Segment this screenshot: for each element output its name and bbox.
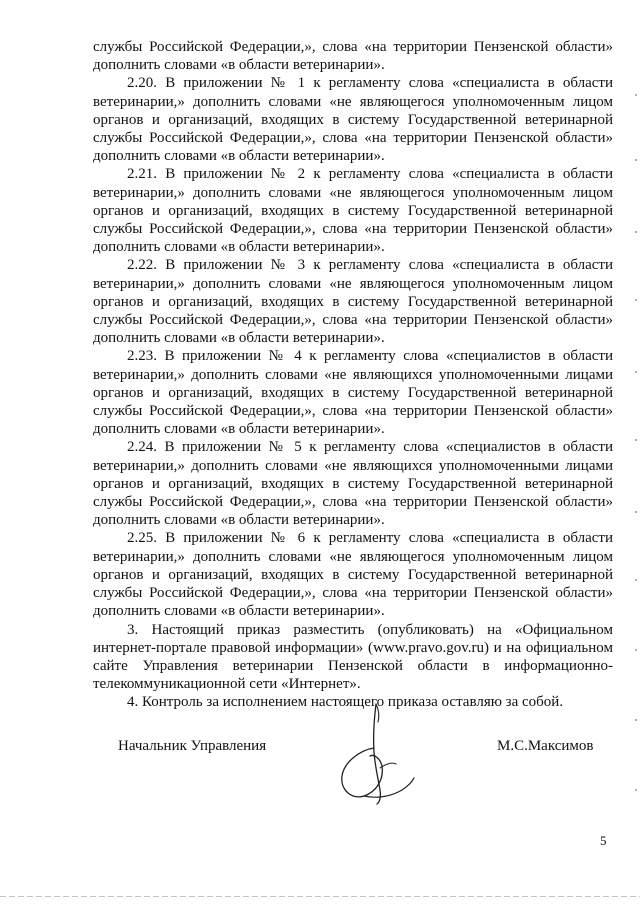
page-number: 5 xyxy=(600,833,607,848)
paragraph-item-2-22: 2.22. В приложении № 3 к регламенту слова «специалиста в области ветеринарии,» дополнить словами «не являющегося уполномоченным лицом органов и организаций, входящих в систему Государственной ветеринарной службы Российской Федерации,», слова «на территории Пензенской области» дополнить словами «в области ветеринарии». xyxy=(93,257,613,347)
document-body xyxy=(93,38,613,712)
paragraph-item-2-25: 2.25. В приложении № 6 к регламенту слова «специалиста в области ветеринарии,» дополнить словами «не являющегося уполномоченным лицом органов и организаций, входящих в систему Государственной ветеринарной службы Российской Федерации,», слова «на территории Пензенской области» дополнить словами «в области ветеринарии». xyxy=(93,530,613,620)
paragraph-item-4: 4. Контроль за исполнением настоящего приказа оставляю за собой. xyxy=(127,694,564,711)
handwritten-signature-icon xyxy=(330,700,420,810)
paragraph-item-3: 3. Настоящий приказ разместить (опубликовать) на «Официальном интернет-портале правовой информации» (www.pravo.gov.ru) и на официальном сайте Управления ветеринарии Пензенской области в информационно-телекоммуникационной сети «Интернет». xyxy=(93,621,613,693)
paragraph-continuation: службы Российской Федерации,», слова «на территории Пензенской области» дополнить словами «в области ветеринарии». xyxy=(93,39,613,74)
signer-position: Начальник Управления xyxy=(118,738,267,754)
margin-dots-decoration xyxy=(632,0,640,905)
bottom-edge-line xyxy=(0,896,640,897)
paragraph-item-2-23: 2.23. В приложении № 4 к регламенту слова «специалистов в области ветеринарии,» дополнить словами «не являющихся уполномоченными лицами органов и организаций, входящих в систему Государственной ветеринарной службы Российской Федерации,», слова «на территории Пензенской области» дополнить словами «в области ветеринарии». xyxy=(93,348,613,438)
paragraph-item-2-21: 2.21. В приложении № 2 к регламенту слова «специалиста в области ветеринарии,» дополнить словами «не являющегося уполномоченным лицом органов и организаций, входящих в систему Государственной ветеринарной службы Российской Федерации,», слова «на территории Пензенской области» дополнить словами «в области ветеринарии». xyxy=(93,166,613,256)
paragraph-item-2-24: 2.24. В приложении № 5 к регламенту слова «специалистов в области ветеринарии,» дополнить словами «не являющихся уполномоченными лицами органов и организаций, входящих в систему Государственной ветеринарной службы Российской Федерации,», слова «на территории Пензенской области» дополнить словами «в области ветеринарии». xyxy=(93,439,613,529)
paragraph-item-2-20: 2.20. В приложении № 1 к регламенту слова «специалиста в области ветеринарии,» дополнить словами «не являющегося уполномоченным лицом органов и организаций, входящих в систему Государственной ветеринарной службы Российской Федерации,», слова «на территории Пензенской области» дополнить словами «в области ветеринарии». xyxy=(93,75,613,165)
signer-name: М.С.Максимов xyxy=(497,738,594,754)
